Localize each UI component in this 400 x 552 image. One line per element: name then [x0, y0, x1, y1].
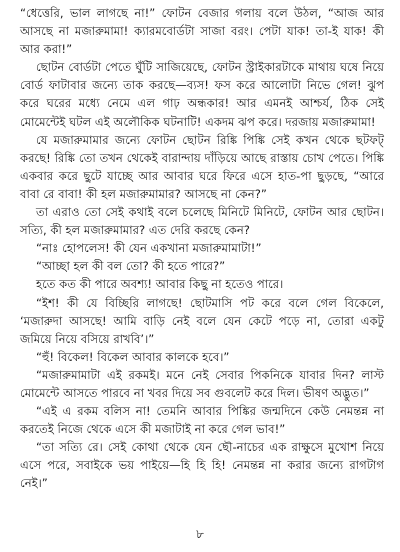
paragraph: “এই এ রকম বলিস না! তেমনি আবার পিঙ্কির জন্মদিনে কেউ নেমন্তন্ন না করতেই নিজে থেকে এসে কী মজাটাই না করে গেল ভাব!” [20, 404, 384, 437]
paragraph: “ইশ! কী যে বিচ্ছিরি লাগছে! ছোটমাসি পট করে বলে গেল বিকেলে, ‘মজারুদা আসছে! আমি বাড়ি নেই বলে যেন কেটে পড়ে না, তোরা একটু জমিয়ে নিয়ে বসিয়ে রাখবি’।” [20, 295, 384, 346]
paragraph: “তা সত্যি রে। সেই কোথা থেকে যেন ছৌ-নাচের এক রাক্ষুসে মুখোশ নিয়ে এসে পরে, সবাইকে ভয় পাইয়ে—হি হি হি! নেমন্তন্ন না করার জন্যে রাগটাগ নেই।” [20, 440, 384, 491]
paragraph: ছোটন বোর্ডটা পেতে ঘুঁটি সাজিয়েছে, ফোটন স্ট্রাইকারটাকে মাথায় ঘষে নিয়ে বোর্ড ফাটাবার জন্যে তাক করছে—ব্যস! ফস করে আলোটা নিভে গেল! ঝুপ করে ঘরের মধ্যে নেমে এল গাঢ় অন্ধকার! আর এমনই আশ্চর্য, ঠিক সেই মোমেন্টেই ঘটল এই অলৌকিক ঘটনাটি! একদম ঝপ করে। দরজায় মজারুমামা! [20, 60, 384, 129]
paragraph: “হুঁ! বিকেল! বিকেল আবার কালকে হবে।” [36, 349, 230, 364]
paragraph: যে মজারুমামার জন্যে ফোটন ছোটন রিঙ্কি পিঙ্কি সেই কখন থেকে ছটফট্ করছে! রিঙ্কি তো তখন থেকেই বারান্দায় দাঁড়িয়ে আছে রাস্তায় চোখ পেতে। পিঙ্কি একবার করে ছুটে যাচ্ছে আর আবার ঘরে ফিরে এসে হাত-পা ছুড়ছে, “আরে বাবা রে বাবা! কী হল মজারুমামার? আসছে না কেন?” [20, 132, 384, 201]
paragraph: “আচ্ছা হল কী বল তো? কী হতে পারে?” [36, 259, 226, 274]
story-text [20, 4, 384, 493]
paragraph: হতে কত কী পারে অবশ্য! আবার কিছু না হতেও পারে। [36, 277, 284, 292]
paragraph: তা এরাও তো সেই কথাই বলে চলেছে মিনিটে মিনিটে, ফোটন আর ছোটন। সত্যি, কী হল মজারুমামার? এত দেরি করছে কেন? [20, 205, 384, 238]
paragraph: “মজারুমামাটা এই রকমই। মনে নেই সেবার পিকনিকে যাবার দিন? লাস্ট মোমেন্টে আসতে পারবে না খবর দিয়ে সব গুবলেট করে দিল। ভীষণ অদ্ভুত।” [20, 367, 384, 400]
paragraph: “ধেত্তেরি, ভাল লাগছে না!” ফোটন বেজার গলায় বলে উঠল, “আজ আর আসছে না মজারুমামা! ক্যারমবোর্ডটা সাজা বরং। পেটা যাক! তা-ই যাক! কী আর করা!” [20, 6, 384, 57]
page-number: ৮ [196, 527, 204, 541]
paragraph: “নাঃ হোপলেস! কী যেন একখানা মজারুমামাটা!” [36, 241, 262, 256]
